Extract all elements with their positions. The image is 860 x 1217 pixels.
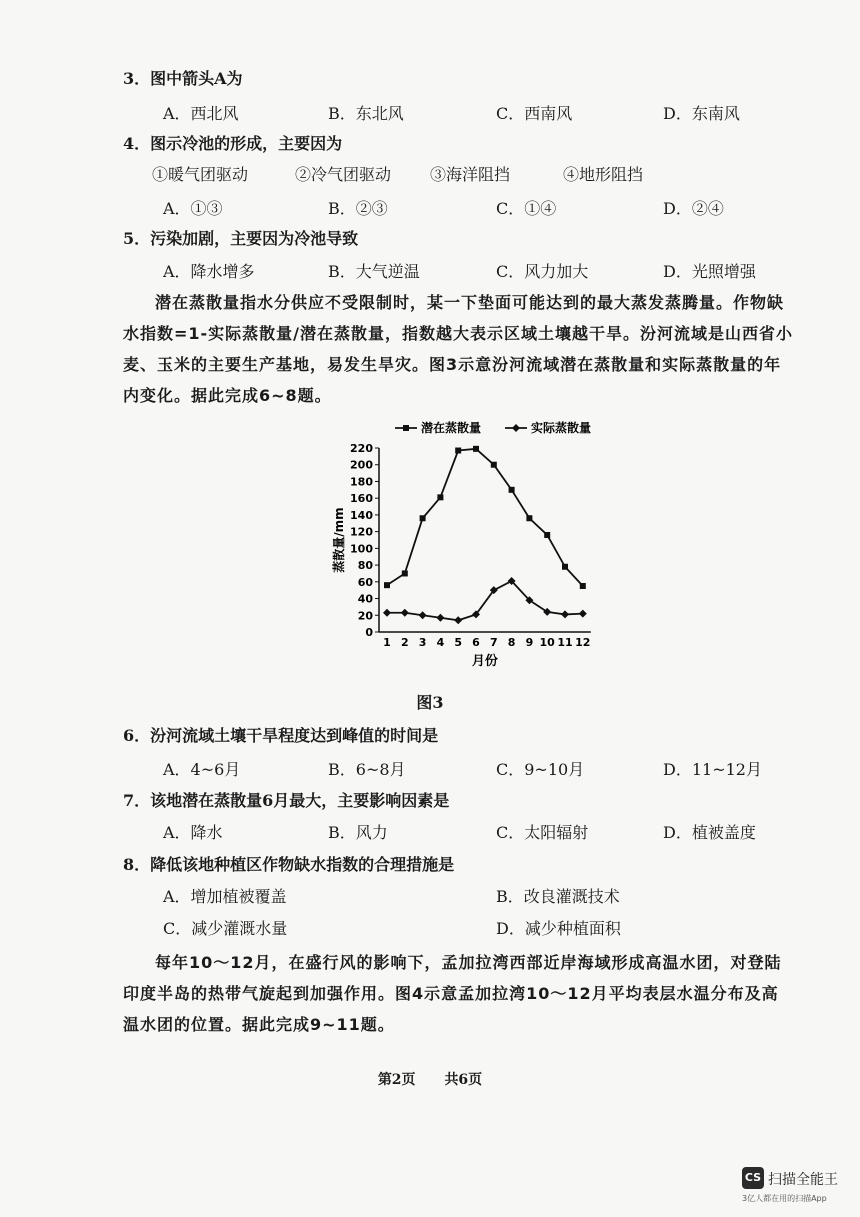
- q5-option-d: D．光照增强: [663, 262, 756, 281]
- y-tick-label: 180: [350, 475, 373, 489]
- brand-tagline: 3亿人都在用的扫描App: [742, 1194, 827, 1203]
- data-point-diamond: [419, 611, 427, 619]
- passage-line: 内变化。据此完成6~8题。: [123, 386, 332, 405]
- x-tick-label: 11: [557, 636, 573, 649]
- legend-marker-diamond: [512, 424, 520, 432]
- y-tick-label: 0: [365, 626, 373, 639]
- q6-option-b: B．6~8月: [328, 760, 406, 779]
- q6-option-c: C．9~10月: [496, 760, 585, 779]
- x-tick-label: 8: [507, 636, 516, 649]
- q8-option-b: B．改良灌溉技术: [496, 887, 620, 906]
- q5-option-c: C．风力加大: [496, 262, 589, 281]
- q4-option-d: D．②④: [663, 199, 724, 218]
- q3-option-d: D．东南风: [663, 104, 740, 123]
- y-tick-label: 60: [357, 575, 373, 589]
- data-point-diamond: [579, 610, 587, 618]
- question-7-stem: 7．该地潜在蒸散量6月最大，主要影响因素是: [123, 791, 450, 810]
- data-point-diamond: [401, 609, 409, 617]
- y-tick-label: 20: [357, 609, 373, 623]
- x-tick-label: 9: [525, 636, 534, 649]
- evapotranspiration-chart: [325, 412, 625, 677]
- q7-option-c: C．太阳辐射: [496, 823, 589, 842]
- q6-option-d: D．11~12月: [663, 760, 762, 779]
- x-tick-label: 5: [454, 636, 463, 649]
- data-point-square: [526, 515, 532, 521]
- x-tick-label: 1: [383, 636, 391, 649]
- q8-option-a: A．增加植被覆盖: [163, 887, 287, 906]
- passage-line: 麦、玉米的主要生产基地，易发生旱灾。图3示意汾河流域潜在蒸散量和实际蒸散量的年: [123, 355, 782, 374]
- data-point-square: [544, 532, 550, 538]
- legend-label-0: 潜在蒸散量: [421, 421, 482, 435]
- question-5-stem: 5．污染加剧，主要因为冷池导致: [123, 229, 359, 248]
- q7-option-a: A．降水: [163, 823, 223, 842]
- figure-caption: 图3: [416, 693, 444, 712]
- q8-option-d: D．减少种植面积: [496, 919, 621, 938]
- passage-6-8: [123, 287, 794, 411]
- question-8-stem: 8．降低该地种植区作物缺水指数的合理措施是: [123, 855, 455, 874]
- y-tick-label: 40: [357, 592, 373, 606]
- page-total: 共6页: [444, 1072, 483, 1088]
- series-line-1: [387, 581, 583, 620]
- q4-option-b: B．②③: [328, 199, 388, 218]
- passage-9-11: [123, 947, 782, 1040]
- x-tick-label: 2: [400, 636, 409, 649]
- x-tick-label: 4: [436, 636, 445, 649]
- q3-option-a: A．西北风: [163, 104, 239, 123]
- y-axis-label: 蒸散量/mm: [332, 507, 346, 573]
- data-point-square: [562, 564, 568, 570]
- data-point-square: [509, 487, 515, 493]
- q8-option-c: C．减少灌溉水量: [163, 919, 288, 938]
- q4-option-a: A．①③: [163, 199, 223, 218]
- page-footer: [0, 1069, 860, 1089]
- passage-line: 每年10～12月，在盛行风的影响下，孟加拉湾西部近岸海域形成高温水团，对登陆: [155, 953, 782, 972]
- x-tick-label: 12: [575, 636, 591, 649]
- x-tick-label: 6: [472, 636, 480, 649]
- y-tick-label: 220: [350, 442, 373, 455]
- y-tick-label: 140: [350, 508, 373, 522]
- data-point-diamond: [383, 609, 391, 617]
- data-point-square: [473, 446, 479, 452]
- q3-option-c: C．西南风: [496, 104, 573, 123]
- question-4-stem: 4．图示冷池的形成，主要因为: [123, 134, 343, 153]
- camscanner-logo-icon: CS: [742, 1167, 764, 1189]
- q5-option-b: B．大气逆温: [328, 262, 420, 281]
- q4-sub-4: ④地形阻挡: [563, 165, 644, 184]
- y-tick-label: 200: [350, 458, 373, 472]
- legend-marker-square: [403, 425, 409, 431]
- q4-option-c: C．①④: [496, 199, 557, 218]
- y-tick-label: 80: [357, 559, 373, 573]
- legend-label-1: 实际蒸散量: [531, 421, 592, 435]
- passage-line: 温水团的位置。据此完成9~11题。: [123, 1015, 395, 1034]
- brand-name: 扫描全能王: [768, 1172, 838, 1188]
- x-tick-label: 3: [418, 636, 427, 649]
- data-point-diamond: [436, 614, 444, 622]
- passage-line: 印度半岛的热带气旋起到加强作用。图4示意孟加拉湾10～12月平均表层水温分布及高: [123, 984, 779, 1003]
- y-tick-label: 160: [350, 492, 373, 506]
- x-tick-label: 7: [489, 636, 498, 649]
- data-point-diamond: [454, 616, 462, 624]
- q7-option-b: B．风力: [328, 823, 388, 842]
- data-point-square: [491, 462, 497, 468]
- q3-option-b: B．东北风: [328, 104, 404, 123]
- question-6-stem: 6．汾河流域土壤干旱程度达到峰值的时间是: [123, 726, 439, 745]
- x-tick-label: 10: [539, 636, 555, 649]
- q6-option-a: A．4~6月: [163, 760, 241, 779]
- q7-option-d: D．植被盖度: [663, 823, 756, 842]
- passage-line: 水指数=1-实际蒸散量/潜在蒸散量，指数越大表示区域土壤越干旱。汾河流域是山西省小: [123, 324, 794, 343]
- y-tick-label: 120: [350, 525, 373, 539]
- data-point-square: [384, 582, 390, 588]
- passage-line: 潜在蒸散量指水分供应不受限制时，某一下垫面可能达到的最大蒸发蒸腾量。作物缺: [155, 293, 785, 312]
- series-line-0: [387, 449, 583, 586]
- data-point-square: [580, 583, 586, 589]
- data-point-square: [455, 448, 461, 454]
- data-point-square: [420, 515, 426, 521]
- x-axis-label: 月份: [471, 654, 498, 669]
- data-point-diamond: [561, 610, 569, 618]
- q4-sub-2: ②冷气团驱动: [295, 165, 392, 184]
- question-3-stem: 3．图中箭头A为: [123, 69, 243, 88]
- page-number: 第2页: [377, 1072, 416, 1088]
- y-tick-label: 100: [350, 542, 373, 556]
- data-point-square: [402, 570, 408, 576]
- data-point-square: [437, 494, 443, 500]
- q4-sub-3: ③海洋阻挡: [430, 165, 511, 184]
- q4-sub-1: ①暖气团驱动: [152, 165, 249, 184]
- q5-option-a: A．降水增多: [163, 262, 255, 281]
